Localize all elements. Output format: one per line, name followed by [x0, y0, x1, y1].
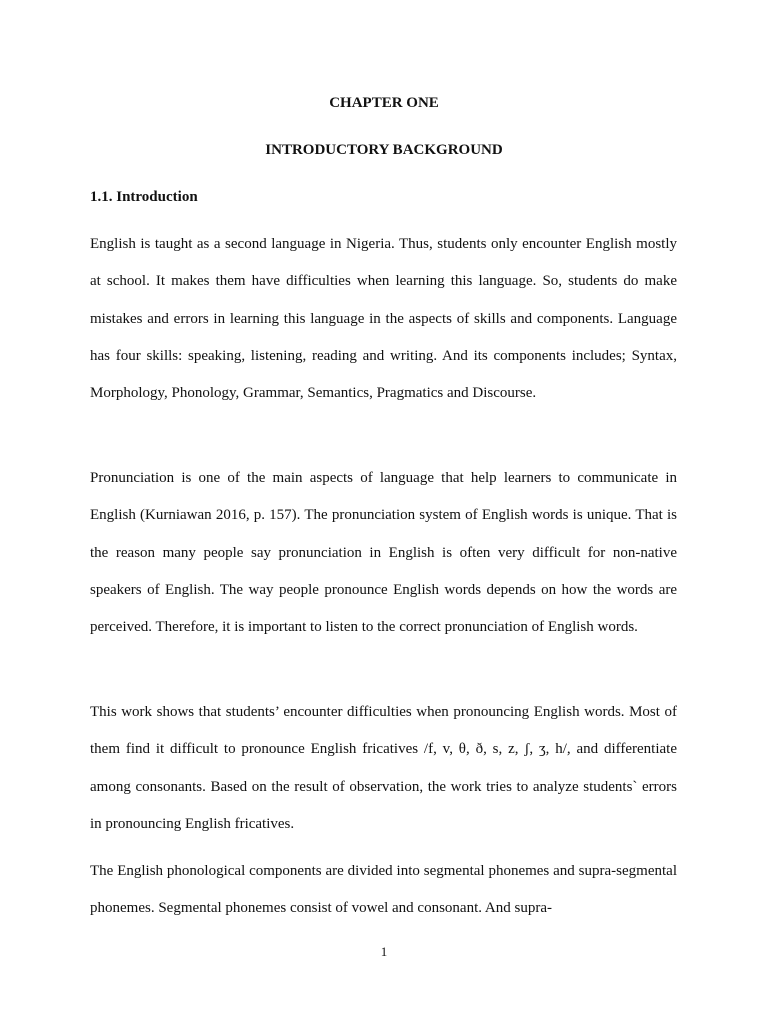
paragraph-3: This work shows that students’ encounter difficulties when pronouncing English words. Most of them find it difficult to pronounce English fricatives /f, v, θ, ð, s, z, ʃ, ʒ, h/, and differentiate among consonants. Based on the result of observation, the work tries to analyze students` errors in pronouncing English fricatives.	[90, 704, 677, 832]
chapter-subtitle: INTRODUCTORY BACKGROUND	[265, 142, 503, 158]
chapter-title: CHAPTER ONE	[329, 95, 439, 111]
section-heading: 1.1. Introduction	[90, 189, 198, 205]
paragraph-2: Pronunciation is one of the main aspects of language that help learners to communicate in English (Kurniawan 2016, p. 157). The pronunciation system of English words is unique. That is the reason many people say pronunciation in English is often very difficult for non-native speakers of English. The way people pronounce English words depends on how the words are perceived. Therefore, it is important to listen to the correct pronunciation of English words.	[90, 470, 677, 636]
page-number: 1	[380, 944, 388, 959]
paragraph-1: English is taught as a second language in Nigeria. Thus, students only encounter English mostly at school. It makes them have difficulties when learning this language. So, students do make mistakes and errors in learning this language in the aspects of skills and components. Language has four skills: speaking, listening, reading and writing. And its components includes; Syntax, Morphology, Phonology, Grammar, Semantics, Pragmatics and Discourse.	[90, 236, 677, 402]
paragraph-4: The English phonological components are divided into segmental phonemes and supra-segmental phonemes. Segmental phonemes consist of vowel and consonant. And supra-	[90, 863, 677, 917]
